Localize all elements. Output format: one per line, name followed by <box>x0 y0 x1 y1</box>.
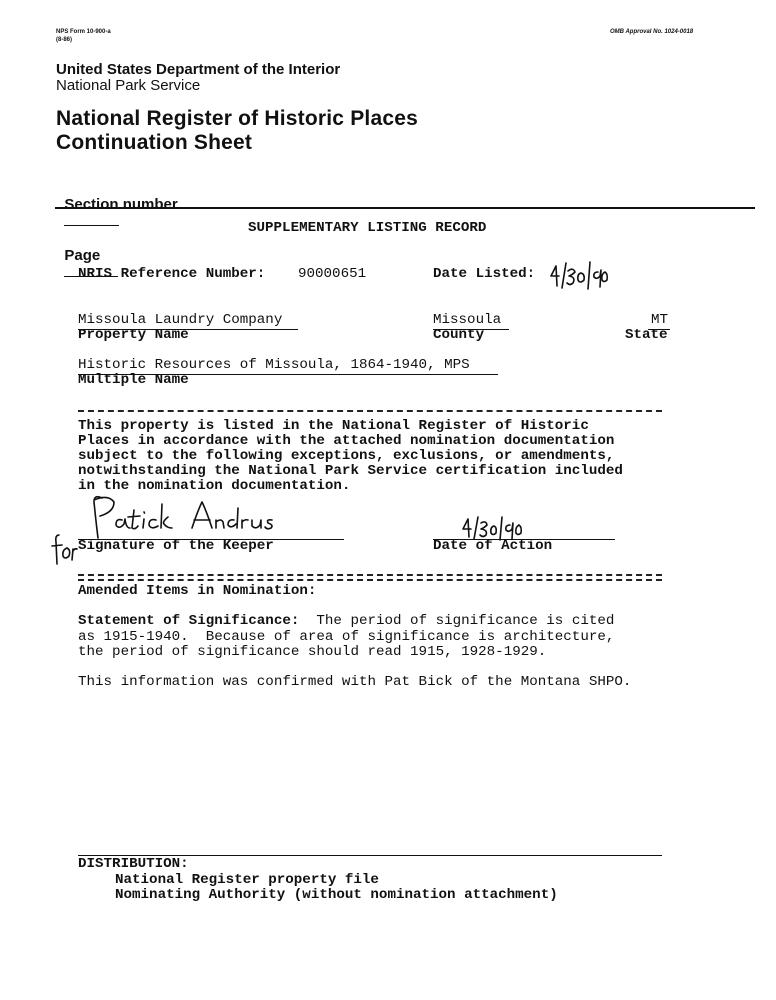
property-name-value: Missoula Laundry Company <box>78 312 283 328</box>
dashed-separator <box>78 410 662 412</box>
sos-text: The period of significance is cited <box>316 613 615 629</box>
keeper-signature <box>80 490 280 542</box>
nris-value: 90000651 <box>298 266 367 282</box>
form-number: NPS Form 10-900-a <box>56 29 111 35</box>
sos-line3: the period of significance should read 1915, 1928-1929. <box>78 644 547 660</box>
action-date-label: Date of Action <box>433 538 553 554</box>
page-label: Page <box>64 247 101 264</box>
statement-line: This property is listed in the National Register of Historic <box>78 418 589 434</box>
section-number-label: Section number <box>64 196 178 213</box>
omb-approval: OMB Approval No. 1024-0018 <box>610 29 694 35</box>
page-title-line2: Continuation Sheet <box>56 131 253 154</box>
nris-label: NRIS Reference Number: <box>78 266 266 282</box>
distribution-item: Nominating Authority (without nomination attachment) <box>115 887 558 903</box>
sos-label: Statement of Significance: <box>78 613 300 629</box>
county-label: County <box>433 327 485 343</box>
statement-line: in the nomination documentation. <box>78 478 351 494</box>
service-name: National Park Service <box>56 77 201 94</box>
record-heading: SUPPLEMENTARY LISTING RECORD <box>248 220 487 236</box>
state-label: State <box>625 327 668 343</box>
keeper-label: Signature of the Keeper <box>78 538 274 554</box>
statement-line: Places in accordance with the attached nomination documentation <box>78 433 615 449</box>
confirmation-text: This information was confirmed with Pat Bick of the Montana SHPO. <box>78 674 632 690</box>
state-value: MT <box>651 312 669 328</box>
header-rule <box>55 207 755 209</box>
statement-line: notwithstanding the National Park Service certification included <box>78 463 623 479</box>
sos-line1 <box>78 613 614 629</box>
section-number-blank <box>64 225 119 226</box>
date-listed-label: Date Listed: <box>433 266 536 282</box>
page-title-line1: National Register of Historic Places <box>56 107 418 130</box>
multiple-name-label: Multiple Name <box>78 372 189 388</box>
date-listed-handwriting <box>548 260 612 290</box>
form-date: (8-86) <box>56 37 73 43</box>
double-dashed-separator <box>78 574 662 581</box>
distribution-item: National Register property file <box>115 872 379 888</box>
amended-heading: Amended Items in Nomination: <box>78 583 317 599</box>
county-value: Missoula <box>433 312 502 328</box>
statement-line: subject to the following exceptions, exclusions, or amendments, <box>78 448 615 464</box>
for-initials-mark <box>50 532 78 566</box>
distribution-heading: DISTRIBUTION: <box>78 856 189 872</box>
department-name: United States Department of the Interior <box>56 61 341 78</box>
multiple-name-value: Historic Resources of Missoula, 1864-1940, MPS <box>78 357 470 373</box>
sos-line2: as 1915-1940. Because of area of significance is architecture, <box>78 629 615 645</box>
property-name-label: Property Name <box>78 327 189 343</box>
